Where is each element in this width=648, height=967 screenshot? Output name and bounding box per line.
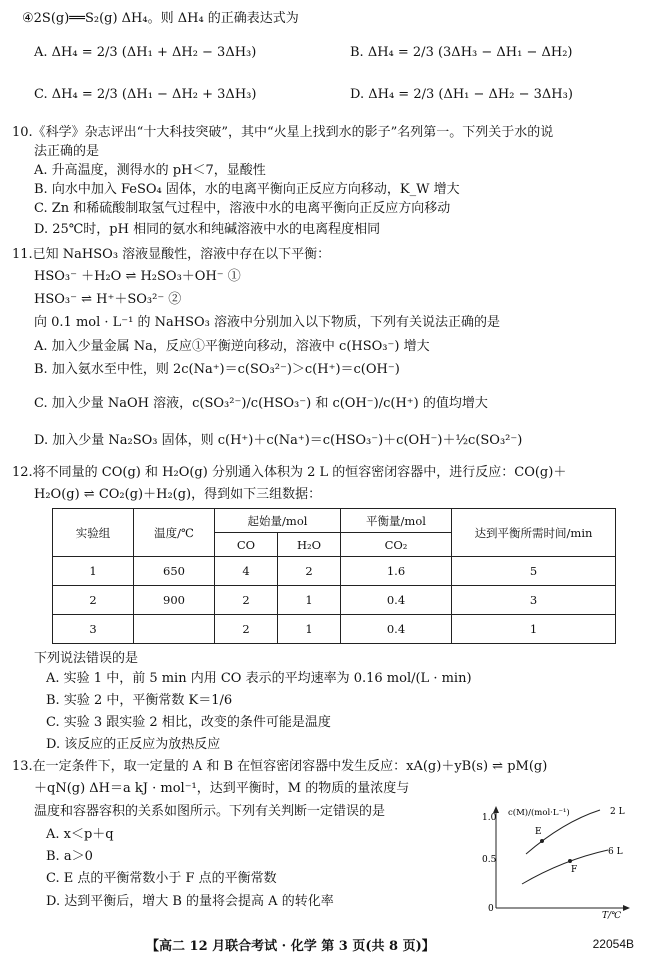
curve-6l (522, 850, 608, 884)
q11-equation-2: HSO₃⁻ ⇌ H⁺＋SO₃²⁻ ② (34, 292, 182, 307)
header-group: 实验组 (53, 509, 134, 557)
q11-stem: 11.已知 NaHSO₃ 溶液显酸性，溶液中存在以下平衡： (12, 247, 331, 262)
point-e-label: E (535, 827, 542, 837)
point-f-label: F (571, 865, 578, 875)
q10-stem-cont: 法正确的是 (34, 144, 100, 159)
q10-option-c: C. Zn 和稀硫酸制取氢气过程中，溶液中水的电离平衡向正反应方向移动 (34, 201, 451, 216)
y-tick-label: 0 (488, 904, 494, 914)
q9-option-d: D. ΔH₄ = 2/3 (ΔH₁ − ΔH₂ − 3ΔH₃) (350, 87, 573, 102)
concentration-temperature-graph (458, 802, 638, 920)
cell-group: 2 (53, 586, 134, 615)
cell-h2o: 2 (278, 557, 341, 586)
header-temperature: 温度/℃ (134, 509, 215, 557)
data-table (52, 508, 616, 644)
cell-time: 5 (452, 557, 616, 586)
q13-option-b: B. a＞0 (46, 849, 93, 864)
cell-co2: 0.4 (341, 615, 452, 644)
q12-ask: 下列说法错误的是 (34, 651, 139, 666)
cell-co2: 1.6 (341, 557, 452, 586)
q10-option-b: B. 向水中加入 FeSO₄ 固体，水的电离平衡向正反应方向移动，K_W 增大 (34, 182, 460, 197)
q13-stem-cont-2: 温度和容器容积的关系如图所示。下列有关判断一定错误的是 (34, 804, 386, 819)
table-row (53, 557, 616, 586)
q10-option-a: A. 升高温度，测得水的 pH＜7，显酸性 (34, 163, 266, 178)
q11-option-c: C. 加入少量 NaOH 溶液，c(SO₃²⁻)/c(HSO₃⁻) 和 c(OH⁻)/c(H⁺) 的值均增大 (34, 396, 488, 411)
cell-time: 1 (452, 615, 616, 644)
q12-option-d: D. 该反应的正反应为放热反应 (46, 737, 221, 752)
q10-stem: 10.《科学》杂志评出“十大科技突破”，其中“火星上找到水的影子”名列第一。下列关于水的说 (12, 125, 554, 140)
q11-equation-1: HSO₃⁻ ＋H₂O ⇌ H₂SO₃＋OH⁻ ① (34, 269, 241, 284)
q12-stem-cont: H₂O(g) ⇌ CO₂(g)＋H₂(g)，得到如下三组数据： (34, 487, 322, 502)
cell-co: 2 (215, 615, 278, 644)
cell-temperature: 650 (134, 557, 215, 586)
cell-group: 1 (53, 557, 134, 586)
cell-temperature: 900 (134, 586, 215, 615)
table-row (53, 586, 616, 615)
page-footer: 【高二 12 月联合考试 · 化学 第 3 页(共 8 页)】 (146, 939, 435, 954)
x-axis-arrow (623, 905, 630, 911)
y-axis-arrow (493, 806, 499, 813)
header-time: 达到平衡所需时间/min (452, 509, 616, 557)
cell-h2o: 1 (278, 615, 341, 644)
y-tick-label: 1.0 (482, 813, 497, 823)
q9-option-c: C. ΔH₄ = 2/3 (ΔH₁ − ΔH₂ + 3ΔH₃) (34, 87, 257, 102)
cell-temperature (134, 615, 215, 644)
q11-option-d: D. 加入少量 Na₂SO₃ 固体，则 c(H⁺)＋c(Na⁺)＝c(HSO₃⁻)＋c(OH⁻)＋½c(SO₃²⁻) (34, 433, 523, 448)
header-co2: CO₂ (341, 533, 452, 557)
q12-option-c: C. 实验 3 跟实验 2 相比，改变的条件可能是温度 (46, 715, 331, 730)
curve-2l-label: 2 L (610, 807, 625, 817)
header-co: CO (215, 533, 278, 557)
q13-option-a: A. x＜p＋q (46, 827, 114, 842)
point-e (540, 839, 544, 843)
cell-co: 2 (215, 586, 278, 615)
cell-group: 3 (53, 615, 134, 644)
q13-option-d: D. 达到平衡后，增大 B 的量将会提高 A 的转化率 (46, 894, 334, 909)
q13-option-c: C. E 点的平衡常数小于 F 点的平衡常数 (46, 871, 277, 886)
cell-co: 4 (215, 557, 278, 586)
paper-code: 22054B (592, 937, 634, 951)
cell-h2o: 1 (278, 586, 341, 615)
q11-option-a: A. 加入少量金属 Na，反应①平衡逆向移动，溶液中 c(HSO₃⁻) 增大 (34, 339, 430, 354)
header-equilibrium: 平衡量/mol (341, 509, 452, 533)
q12-option-a: A. 实验 1 中，前 5 min 内用 CO 表示的平均速率为 0.16 mol/(L · min) (46, 671, 472, 686)
curve-6l-label: 6 L (608, 847, 623, 857)
q11-option-b: B. 加入氨水至中性，则 2c(Na⁺)＝c(SO₃²⁻)＞c(H⁺)＝c(OH⁻) (34, 362, 400, 377)
q13-stem: 13.在一定条件下，取一定量的 A 和 B 在恒容密闭容器中发生反应：xA(g)＋yB(s) ⇌ pM(g) (12, 759, 548, 774)
header-start: 起始量/mol (215, 509, 341, 533)
header-h2o: H₂O (278, 533, 341, 557)
cell-co2: 0.4 (341, 586, 452, 615)
q9-line: ④2S(g)══S₂(g) ΔH₄。则 ΔH₄ 的正确表达式为 (22, 11, 299, 26)
point-f (568, 859, 572, 863)
q12-option-b: B. 实验 2 中，平衡常数 K＝1/6 (46, 693, 233, 708)
q13-stem-cont: ＋qN(g) ΔH＝a kJ · mol⁻¹，达到平衡时，M 的物质的量浓度与 (34, 781, 410, 796)
y-tick-label: 0.5 (482, 855, 497, 865)
x-axis-label: T/℃ (602, 911, 622, 920)
q9-option-b: B. ΔH₄ = 2/3 (3ΔH₃ − ΔH₁ − ΔH₂) (350, 45, 573, 60)
q10-option-d: D. 25℃时，pH 相同的氨水和纯碱溶液中水的电离程度相同 (34, 222, 381, 237)
table-row (53, 615, 616, 644)
q12-stem: 12.将不同量的 CO(g) 和 H₂O(g) 分别通入体积为 2 L 的恒容密闭容器中，进行反应：CO(g)＋ (12, 465, 567, 480)
cell-time: 3 (452, 586, 616, 615)
y-axis-label: c(M)/(mol·L⁻¹) (508, 808, 570, 818)
q9-option-a: A. ΔH₄ = 2/3 (ΔH₁ + ΔH₂ − 3ΔH₃) (34, 45, 257, 60)
q11-stem-cont: 向 0.1 mol · L⁻¹ 的 NaHSO₃ 溶液中分别加入以下物质，下列有关说法正确的是 (34, 315, 500, 330)
